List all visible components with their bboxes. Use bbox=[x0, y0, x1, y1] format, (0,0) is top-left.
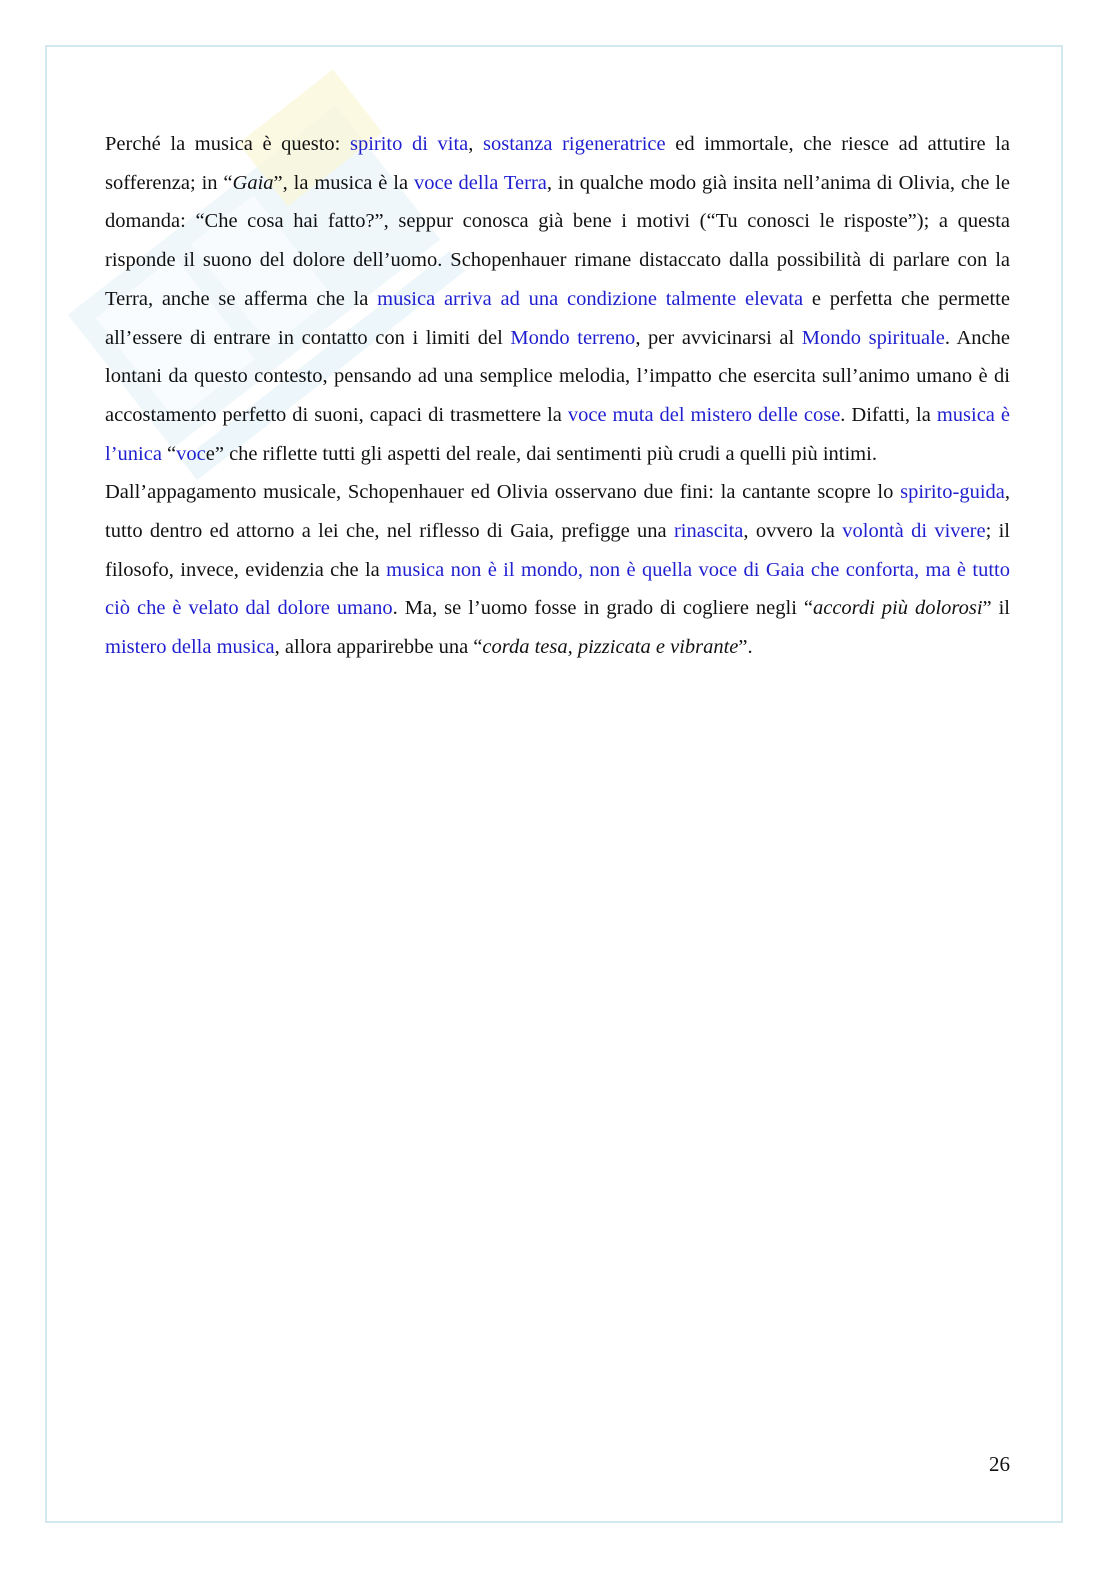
highlight-mondo-spirituale: Mondo spirituale bbox=[801, 326, 945, 349]
highlight-voce-muta: voce muta del mistero delle cose bbox=[567, 403, 841, 426]
italic-gaia: Gaia bbox=[232, 171, 274, 194]
highlight-volonta-di-vivere: volontà di vivere bbox=[842, 520, 986, 543]
italic-accordi: accordi più dolorosi bbox=[812, 597, 983, 620]
document-body bbox=[105, 125, 1010, 667]
page-number: 26 bbox=[989, 1452, 1010, 1476]
highlight-sostanza-rigeneratrice: sostanza rigeneratrice bbox=[483, 133, 666, 155]
highlight-musica-elevata: musica arriva ad una condizione talmente elevata bbox=[377, 287, 804, 310]
highlight-voce-della-terra: voce della Terra bbox=[413, 171, 547, 194]
highlight-rinascita: rinascita bbox=[673, 520, 744, 543]
highlight-musica-unica: musica è l’unica bbox=[105, 403, 1010, 465]
highlight-spirito-di-vita: spirito di vita bbox=[349, 133, 469, 155]
highlight-mondo-terreno: Mondo terreno bbox=[510, 326, 636, 349]
italic-corda-tesa: corda tesa, pizzicata e vibrante bbox=[482, 636, 739, 659]
paragraph-1: Perché la musica è questo: spirito di vita, sostanza rigeneratrice ed immortale, che riesce ad attutire la sofferenza; in “Gaia”, la musica è la voce della Terra, in qualche modo già insita nell’anima di Olivia, che le domanda: “Che cosa hai fatto?”, seppur conosca già bene i motivi (“Tu conosci le risposte”); a questa risponde il suono del dolore dell’uomo. Schopenhauer rimane distaccato dalla possibilità di parlare con la Terra, anche se afferma che la musica arriva ad una condizione talmente elevata e perfetta che permette all’essere di entrare in contatto con i limiti del Mondo terreno, per avvicinarsi al Mondo spirituale. Anche lontani da questo contesto, pensando ad una semplice melodia, l’impatto che esercita sull’animo umano è di accostamento perfetto di suoni, capaci di trasmettere la voce muta del mistero delle cose. Difatti, la musica è l’unica “voce” che riflette tutti gli aspetti del reale, dai sentimenti più crudi a quelli più intimi. bbox=[105, 133, 1011, 465]
highlight-spirito-guida: spirito-guida bbox=[900, 481, 1005, 504]
highlight-musica-non-e-il-mondo: musica non è il mondo, non è quella voce di Gaia che conforta, ma è tutto ciò che è velato dal dolore umano bbox=[105, 558, 1010, 620]
paragraph-2: Dall’appagamento musicale, Schopenhauer ed Olivia osservano due fini: la cantante scopre lo spirito-guida, tutto dentro ed attorno a lei che, nel riflesso di Gaia, prefigge una rinascita, ovvero la volontà di vivere; il filosofo, invece, evidenzia che la musica non è il mondo, non è quella voce di Gaia che conforta, ma è tutto ciò che è velato dal dolore umano. Ma, se l’uomo fosse in grado di cogliere negli “accordi più dolorosi” il mistero della musica, allora apparirebbe una “corda tesa, pizzicata e vibrante”. bbox=[105, 481, 1010, 659]
highlight-mistero-della-musica: mistero della musica bbox=[105, 636, 275, 659]
highlight-voce: voc bbox=[176, 442, 206, 465]
